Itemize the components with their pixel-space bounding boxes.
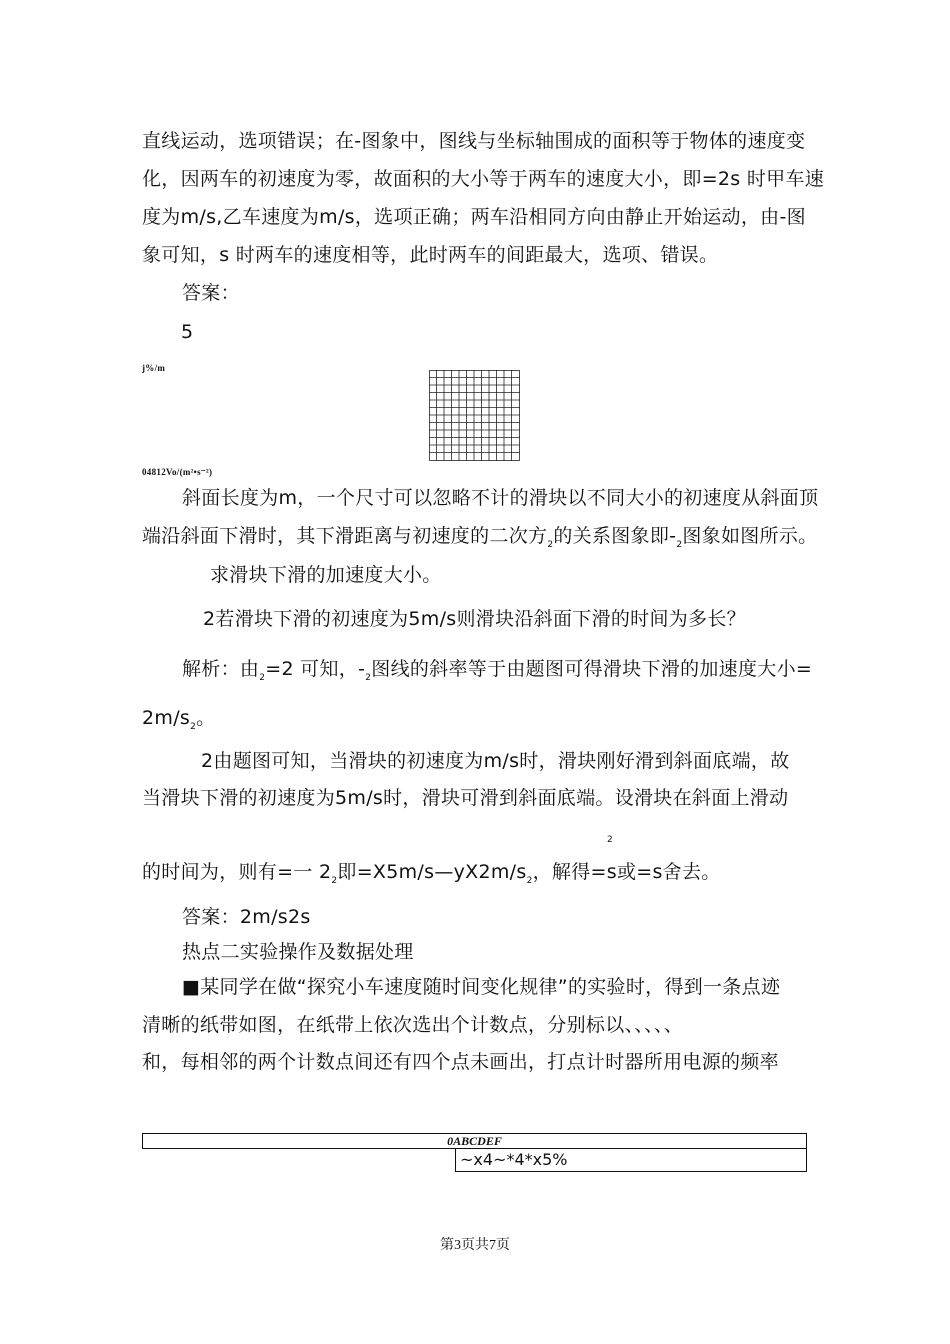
text-span: 图线的斜率等于由题图可得滑块下滑的加速度大小= — [371, 658, 813, 680]
text-span: 端沿斜面下滑时，其下滑距离与初速度的二次方 — [142, 525, 548, 547]
text-span: 。 — [196, 707, 216, 729]
subscript: 2 — [190, 721, 197, 732]
solution-line — [182, 657, 812, 690]
graph-x-label: 04812Vo/(m²•s⁻²) — [142, 467, 213, 477]
text-line: 和，每相邻的两个计数点间还有四个点未画出，打点计时器所用电源的频率 — [142, 1051, 779, 1073]
text-line — [142, 524, 817, 557]
text-span: 的时间为，则有=一 2 — [142, 861, 332, 883]
text-line: 直线运动，选项错误；在-图象中，图线与坐标轴围成的面积等于物体的速度变 — [142, 130, 806, 152]
text-line: 斜面长度为m，一个尺寸可以忽略不计的滑块以不同大小的初速度从斜面顶 — [182, 487, 819, 509]
text-line: ■某同学在做“探究小车速度随时间变化规律”的实验时，得到一条点迹 — [182, 976, 781, 998]
text-span: 即=X5m/s—yX2m/s — [337, 861, 527, 883]
text-span: 解析：由 — [182, 658, 260, 680]
text-span: ，解得=s或=s舍去。 — [532, 861, 721, 883]
text-span: 图象如图所示。 — [682, 525, 818, 547]
page-footer: 第3页共7页 — [440, 1238, 510, 1253]
subscript: 2 — [547, 539, 554, 550]
paper-tape-values: ~x4~*4*x5% — [455, 1149, 807, 1172]
answer-label: 答案： — [182, 282, 240, 304]
subscript: 2 — [676, 539, 683, 550]
text-span: 2m/s — [142, 707, 191, 729]
question-2: 2若滑块下滑的初速度为5m/s则滑块沿斜面下滑的时间为多长？ — [203, 608, 746, 630]
subscript: 2 — [331, 875, 338, 886]
text-span: =2 可知，- — [265, 658, 366, 680]
text-line: 化，因两车的初速度为零，故面积的大小等于两车的速度大小，即=2s 时甲车速 — [142, 168, 825, 190]
question-1: 求滑块下滑的加速度大小。 — [210, 564, 442, 586]
section-heading: 热点二实验操作及数据处理 — [182, 941, 414, 963]
graph-y-label: j%/m — [142, 363, 166, 373]
text-line: 清晰的纸带如图，在纸带上依次选出个计数点，分别标以、、、、、 — [142, 1014, 684, 1036]
text-span: 的关系图象即- — [553, 525, 677, 547]
text-line: 当滑块下滑的初速度为5m/s时，滑块可滑到斜面底端。设滑块在斜面上滑动 — [142, 787, 789, 809]
paper-tape-labels: 0ABCDEF — [142, 1133, 807, 1149]
text-line — [142, 860, 721, 893]
subscript: 2 — [526, 875, 533, 886]
answer-label: 答案：2m/s2s — [182, 906, 311, 928]
text-line: 2由题图可知，当滑块的初速度为m/s时，滑块刚好滑到斜面底端，故 — [201, 750, 790, 772]
text-line: 象可知，s 时两车的速度相等，此时两车的间距最大，选项、错误。 — [142, 244, 719, 266]
subscript: 2 — [365, 672, 372, 683]
superscript: 2 — [607, 835, 614, 845]
graph-grid — [429, 370, 521, 462]
text-line: 度为m/s,乙车速度为m/s，选项正确；两车沿相同方向由静止开始运动，由-图 — [142, 206, 806, 228]
subscript: 2 — [259, 672, 266, 683]
problem-number: 5 — [181, 321, 194, 343]
solution-line — [142, 706, 215, 739]
